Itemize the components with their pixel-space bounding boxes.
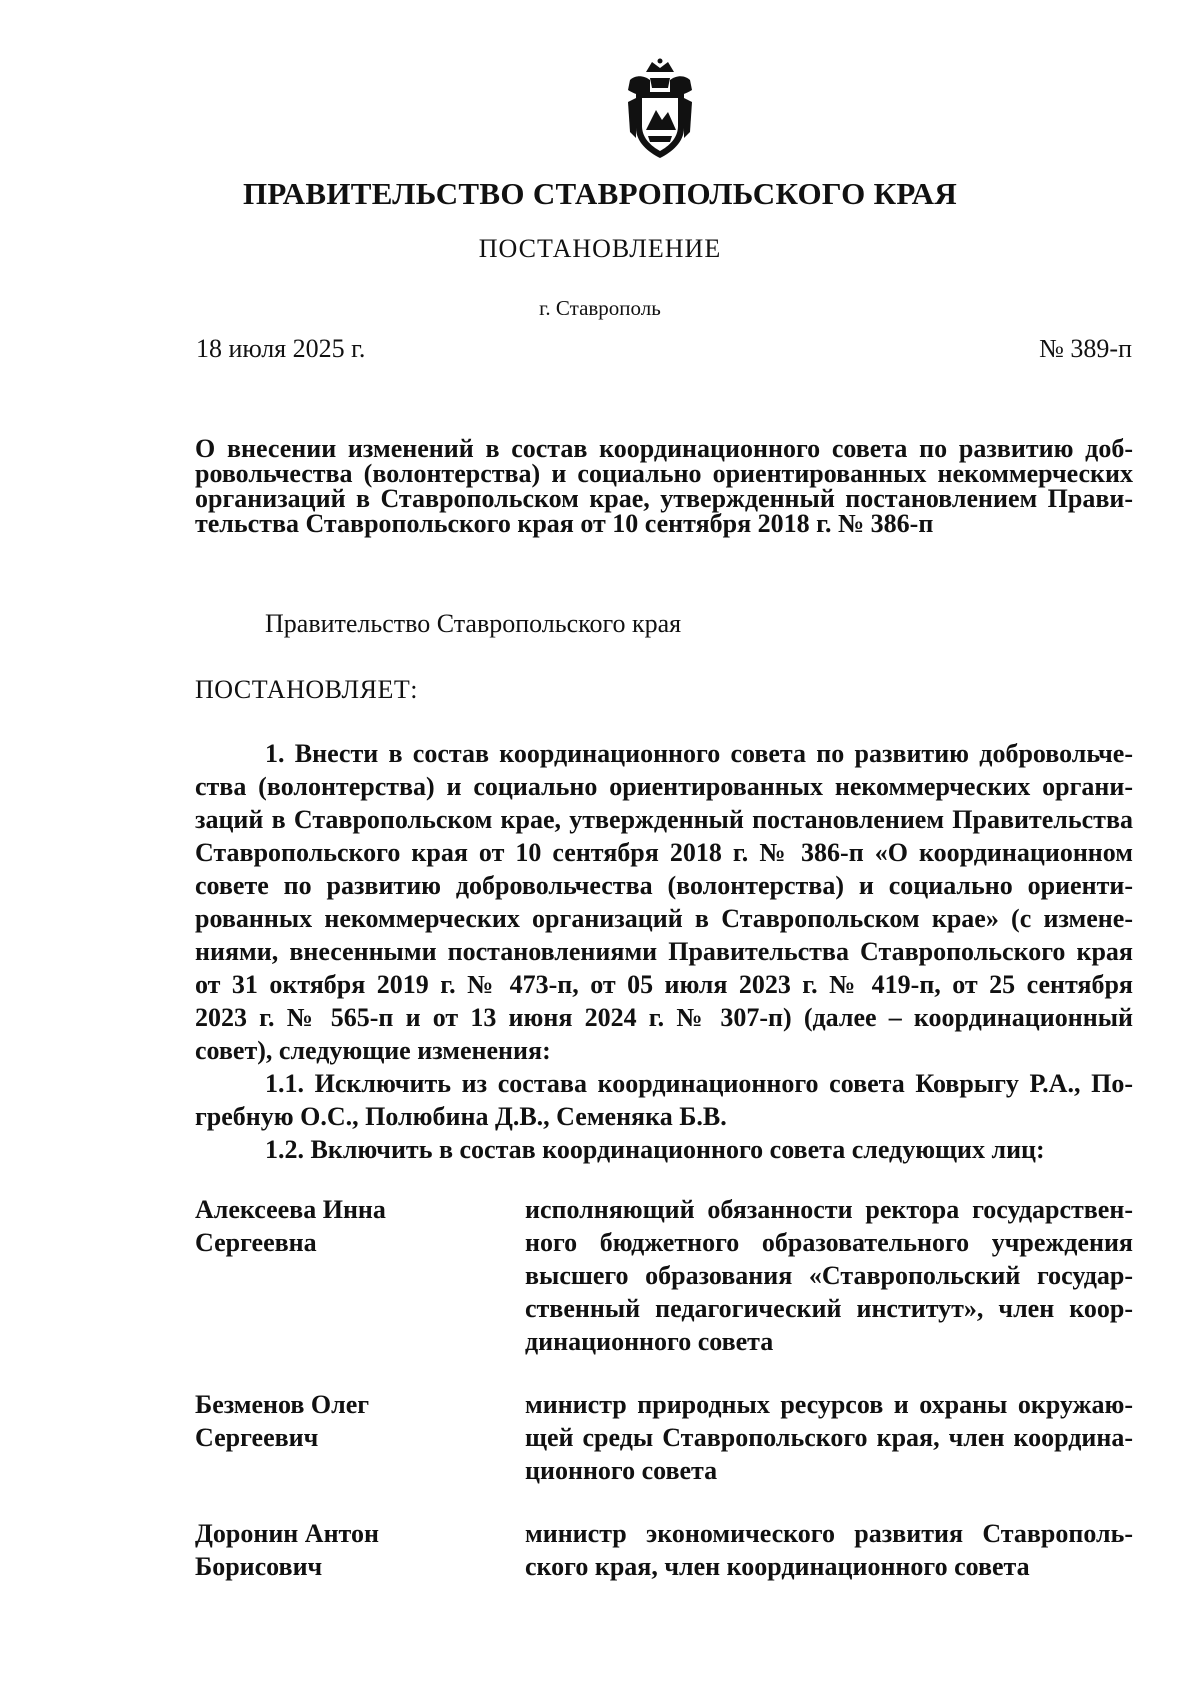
coat-of-arms-icon [624,58,696,162]
member-name [195,1388,525,1487]
member-entry [195,1193,1133,1358]
resolves-keyword: ПОСТАНОВЛЯЕТ: [195,675,418,704]
member-name-line: Борисович [195,1552,323,1581]
preamble: Правительство Ставропольского края [265,609,682,638]
body-line: рованных некоммерческих организаций в Ставропольском крае» (с измене- [195,904,1133,933]
document-date: 18 июля 2025 г. [196,334,366,363]
member-name-line: Алексеева Инна [195,1195,386,1224]
member-role [525,1193,1133,1358]
members-list [195,1193,1133,1613]
member-name-line: Доронин Антон [195,1519,379,1548]
member-role-line: динационного совета [525,1327,774,1356]
member-role [525,1517,1133,1583]
body-line: гребную О.С., Полюбина Д.В., Семеняка Б.В. [195,1102,727,1131]
heading-line: О внесении изменений в состав координационного совета по развитию доб- [195,434,1133,463]
member-role [525,1388,1133,1487]
body-line: совет), следующие изменения: [195,1036,551,1065]
member-name-line: Сергеевич [195,1423,319,1452]
heading-line: ровольчества (волонтерства) и социально ориентированных некоммерческих [195,459,1133,488]
member-role-line: исполняющий обязанности ректора государствен- [525,1195,1133,1224]
body-line: Ставропольского края от 10 сентября 2018 г. № 386-п «О координационном [195,838,1133,867]
member-role-line: высшего образования «Ставропольский государ- [525,1261,1133,1290]
member-name-line: Сергеевна [195,1228,317,1257]
member-role-line: ного бюджетного образовательного учреждения [525,1228,1133,1257]
body-line: заций в Ставропольском крае, утвержденный постановлением Правительства [195,805,1133,834]
member-name [195,1193,525,1358]
member-role-line: ственный педагогический институт», член коор- [525,1294,1133,1323]
member-role-line: министр экономического развития Ставрополь- [525,1519,1133,1548]
heading-line: организаций в Ставропольском крае, утвержденный постановлением Прави- [195,484,1133,513]
body-line: 1.2. Включить в состав координационного совета следующих лиц: [265,1135,1045,1164]
resolution-body [195,737,1133,1166]
document-heading [195,436,1133,536]
heading-line: тельства Ставропольского края от 10 сентября 2018 г. № 386-п [195,509,934,538]
body-line: совете по развитию добровольчества (волонтерства) и социально ориенти- [195,871,1133,900]
member-name-line: Безменов Олег [195,1390,370,1419]
document-type: ПОСТАНОВЛЕНИЕ [478,234,722,263]
document-number: № 389-п [1039,334,1132,363]
body-line: 1.1. Исключить из состава координационного совета Коврыгу Р.А., По- [265,1069,1133,1098]
member-role-line: министр природных ресурсов и охраны окружаю- [525,1390,1133,1419]
body-line: ства (волонтерства) и социально ориентированных некоммерческих органи- [195,772,1133,801]
government-title: ПРАВИТЕЛЬСТВО СТАВРОПОЛЬСКОГО КРАЯ [242,176,958,211]
member-role-line: щей среды Ставропольского края, член координа- [525,1423,1133,1452]
member-name [195,1517,525,1583]
body-line: 1. Внести в состав координационного совета по развитию добровольче- [265,739,1133,768]
body-line: от 31 октября 2019 г. № 473-п, от 05 июля 2023 г. № 419-п, от 25 сентября [195,970,1133,999]
member-entry [195,1517,1133,1583]
body-line: 2023 г. № 565-п и от 13 июня 2024 г. № 307-п) (далее – координационный [195,1003,1133,1032]
document-city: г. Ставрополь [539,296,661,320]
body-line: ниями, внесенными постановлениями Правительства Ставропольского края [195,937,1133,966]
member-role-line: ского края, член координационного совета [525,1552,1030,1581]
member-role-line: ционного совета [525,1456,718,1485]
member-entry [195,1388,1133,1487]
